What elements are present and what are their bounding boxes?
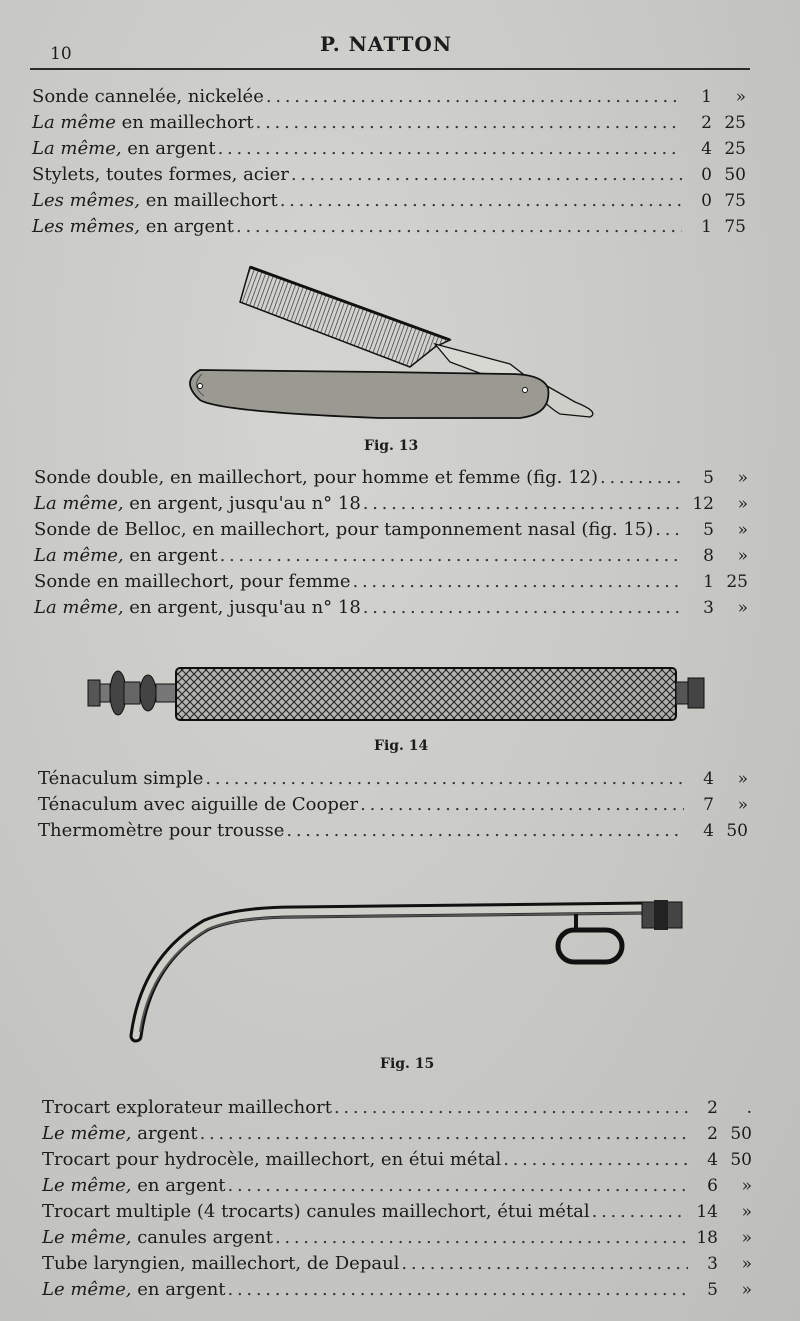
dot-leader [363, 493, 684, 514]
price-centimes: » [741, 1228, 752, 1248]
entry-text: Thermomètre pour trousse [38, 820, 285, 841]
entry-price [690, 1202, 766, 1222]
price-francs: 0 [701, 165, 712, 185]
entry-text: en maillechort [139, 190, 278, 211]
dot-leader [218, 138, 682, 159]
catalog-entry [32, 138, 760, 164]
price-centimes: 50 [730, 1150, 752, 1170]
catalog-entry [42, 1279, 766, 1305]
entry-lead-italic: La même [32, 112, 116, 133]
price-francs: 5 [703, 520, 714, 540]
price-centimes: 75 [724, 217, 746, 237]
entry-text: Trocart multiple (4 trocarts) canules maillechort, étui métal [42, 1201, 590, 1222]
entry-text: Sonde cannelée, nickelée [32, 86, 264, 107]
price-centimes: . [746, 1098, 752, 1118]
entry-price [690, 1176, 766, 1196]
entry-description [42, 1123, 198, 1144]
price-francs: 1 [703, 572, 714, 592]
entry-description [34, 571, 351, 592]
price-francs: 3 [707, 1254, 718, 1274]
price-francs: 14 [696, 1202, 718, 1222]
entry-description [32, 86, 264, 107]
catalog-entry [34, 571, 762, 597]
dot-leader [228, 1279, 688, 1300]
dot-leader [334, 1097, 688, 1118]
catalog-entry [42, 1097, 766, 1123]
dot-leader [600, 467, 684, 488]
price-francs: 4 [701, 139, 712, 159]
entry-text: Tube laryngien, maillechort, de Depaul [42, 1253, 400, 1274]
entry-description [38, 820, 284, 841]
figure-13-razor-illustration [180, 262, 610, 454]
entry-text: Trocart explorateur maillechort [42, 1097, 332, 1118]
entry-text: en argent [139, 216, 234, 237]
dot-leader [363, 597, 684, 618]
price-francs: 1 [701, 217, 712, 237]
price-centimes: 25 [724, 113, 746, 133]
dot-leader [503, 1149, 688, 1170]
entry-lead-italic: Le même, [42, 1227, 132, 1248]
catalog-entry [32, 164, 760, 190]
entry-description [38, 768, 203, 789]
entry-text: en maillechort [115, 112, 254, 133]
price-centimes: » [741, 1280, 752, 1300]
price-centimes: » [741, 1254, 752, 1274]
entry-price [690, 1124, 766, 1144]
catalog-entry [34, 519, 762, 545]
catalog-entry [42, 1175, 766, 1201]
catalog-entry [34, 467, 762, 493]
catalog-entry [42, 1253, 766, 1279]
entry-price [684, 139, 760, 159]
dot-leader [280, 190, 682, 211]
price-centimes: » [737, 546, 748, 566]
price-francs: 0 [701, 191, 712, 211]
entry-description [42, 1279, 226, 1300]
catalog-entry [42, 1201, 766, 1227]
entry-text: canules argent [131, 1227, 273, 1248]
entry-price [686, 769, 762, 789]
curved-tube-drawing [126, 900, 688, 1050]
entry-text: Ténaculum avec aiguille de Cooper [38, 794, 359, 815]
entry-description [42, 1227, 273, 1248]
price-francs: 4 [707, 1150, 718, 1170]
entry-lead-italic: Les mêmes, [32, 216, 140, 237]
entry-text: en argent, jusqu'au n° 18 [123, 493, 361, 514]
dot-leader [401, 1253, 688, 1274]
entry-lead-italic: La même, [34, 493, 124, 514]
dot-leader [200, 1123, 688, 1144]
entry-price [684, 191, 760, 211]
price-francs: 6 [707, 1176, 718, 1196]
entry-price [690, 1098, 766, 1118]
entry-text: Ténaculum simple [38, 768, 204, 789]
price-centimes: 50 [724, 165, 746, 185]
entry-lead-italic: Le même, [42, 1279, 132, 1300]
entry-text: Trocart pour hydrocèle, maillechort, en étui métal [42, 1149, 502, 1170]
catalog-entry [34, 597, 762, 623]
price-francs: 7 [703, 795, 714, 815]
dot-leader [592, 1201, 688, 1222]
entry-price [690, 1280, 766, 1300]
figure-15-curved-tube-illustration [126, 900, 688, 1080]
catalog-entry [32, 216, 760, 242]
catalog-entry [38, 768, 762, 794]
entry-description [34, 545, 218, 566]
entry-description [32, 216, 234, 237]
dot-leader [220, 545, 684, 566]
entry-text: Stylets, toutes formes, acier [32, 164, 289, 185]
entry-price [686, 520, 762, 540]
price-francs: 3 [703, 598, 714, 618]
dot-leader [228, 1175, 688, 1196]
dot-leader [275, 1227, 688, 1248]
dot-leader [360, 794, 684, 815]
dot-leader [655, 519, 684, 540]
entry-lead-italic: La même, [32, 138, 122, 159]
entry-description [34, 519, 653, 540]
entry-description [32, 190, 278, 211]
price-francs: 4 [703, 769, 714, 789]
price-centimes: » [737, 494, 748, 514]
entry-text: en argent [121, 138, 216, 159]
price-francs: 1 [701, 87, 712, 107]
price-centimes: 75 [724, 191, 746, 211]
entry-description [34, 467, 598, 488]
entry-text: en argent [131, 1175, 226, 1196]
price-centimes: 25 [726, 572, 748, 592]
dot-leader [291, 164, 682, 185]
catalog-entry [38, 794, 762, 820]
price-centimes: » [737, 795, 748, 815]
entry-description [38, 794, 358, 815]
price-centimes: 50 [726, 821, 748, 841]
entry-price [686, 795, 762, 815]
price-francs: 12 [692, 494, 714, 514]
price-centimes: » [741, 1202, 752, 1222]
dot-leader [256, 112, 682, 133]
dot-leader [286, 820, 684, 841]
entry-lead-italic: La même, [34, 545, 124, 566]
catalog-entry [42, 1227, 766, 1253]
entry-text: Sonde de Belloc, en maillechort, pour tamponnement nasal (fig. 15) [34, 519, 654, 540]
price-centimes: 50 [730, 1124, 752, 1144]
page-header [30, 28, 750, 72]
entry-lead-italic: Le même, [42, 1123, 132, 1144]
entry-price [686, 468, 762, 488]
entry-text: argent [131, 1123, 198, 1144]
price-francs: 2 [707, 1098, 718, 1118]
entry-price [686, 494, 762, 514]
entry-text: Sonde en maillechort, pour femme [34, 571, 351, 592]
catalog-entry [32, 86, 760, 112]
figure-13-caption: Fig. 13 [364, 438, 419, 454]
price-francs: 2 [707, 1124, 718, 1144]
price-list-section-3 [38, 768, 762, 846]
catalog-entry [32, 190, 760, 216]
price-francs: 5 [703, 468, 714, 488]
dot-leader [353, 571, 684, 592]
price-francs: 2 [701, 113, 712, 133]
entry-description [32, 112, 254, 133]
price-francs: 5 [707, 1280, 718, 1300]
figure-14-knurled-handle-illustration [86, 662, 708, 758]
price-list-section-4 [42, 1097, 766, 1305]
price-francs: 18 [696, 1228, 718, 1248]
price-centimes: 25 [724, 139, 746, 159]
entry-description [42, 1253, 399, 1274]
price-centimes: » [737, 769, 748, 789]
entry-price [684, 165, 760, 185]
dot-leader [266, 86, 682, 107]
price-centimes: » [735, 87, 746, 107]
entry-price [690, 1150, 766, 1170]
entry-price [686, 546, 762, 566]
entry-text: en argent [131, 1279, 226, 1300]
catalog-entry [42, 1123, 766, 1149]
entry-price [690, 1228, 766, 1248]
catalog-entry [34, 493, 762, 519]
figure-14-caption: Fig. 14 [374, 738, 429, 754]
entry-price [686, 821, 762, 841]
price-francs: 8 [703, 546, 714, 566]
entry-description [34, 493, 361, 514]
knurled-handle-drawing [86, 662, 708, 726]
razor-drawing [180, 262, 610, 432]
page-title: P. NATTON [320, 32, 453, 56]
catalog-entry [42, 1149, 766, 1175]
entry-description [42, 1175, 226, 1196]
entry-description [42, 1201, 590, 1222]
entry-description [32, 138, 216, 159]
entry-description [32, 164, 289, 185]
price-centimes: » [737, 598, 748, 618]
entry-lead-italic: La même, [34, 597, 124, 618]
entry-lead-italic: Les mêmes, [32, 190, 140, 211]
entry-price [684, 113, 760, 133]
price-francs: 4 [703, 821, 714, 841]
dot-leader [236, 216, 682, 237]
entry-price [686, 598, 762, 618]
price-centimes: » [737, 520, 748, 540]
price-centimes: » [737, 468, 748, 488]
entry-text: Sonde double, en maillechort, pour homme et femme (fig. 12) [34, 467, 599, 488]
page-number: 10 [50, 44, 72, 64]
entry-price [684, 217, 760, 237]
price-list-section-2 [34, 467, 762, 623]
price-centimes: » [741, 1176, 752, 1196]
entry-text: en argent, jusqu'au n° 18 [123, 597, 361, 618]
entry-description [34, 597, 361, 618]
catalog-entry [34, 545, 762, 571]
entry-price [690, 1254, 766, 1274]
catalog-entry [32, 112, 760, 138]
entry-description [42, 1097, 332, 1118]
dot-leader [205, 768, 684, 789]
header-rule [30, 68, 750, 70]
entry-price [686, 572, 762, 592]
entry-text: en argent [123, 545, 218, 566]
entry-price [684, 87, 760, 107]
price-list-section-1 [32, 86, 760, 242]
figure-15-caption: Fig. 15 [380, 1056, 435, 1072]
entry-description [42, 1149, 501, 1170]
entry-lead-italic: Le même, [42, 1175, 132, 1196]
catalog-entry [38, 820, 762, 846]
